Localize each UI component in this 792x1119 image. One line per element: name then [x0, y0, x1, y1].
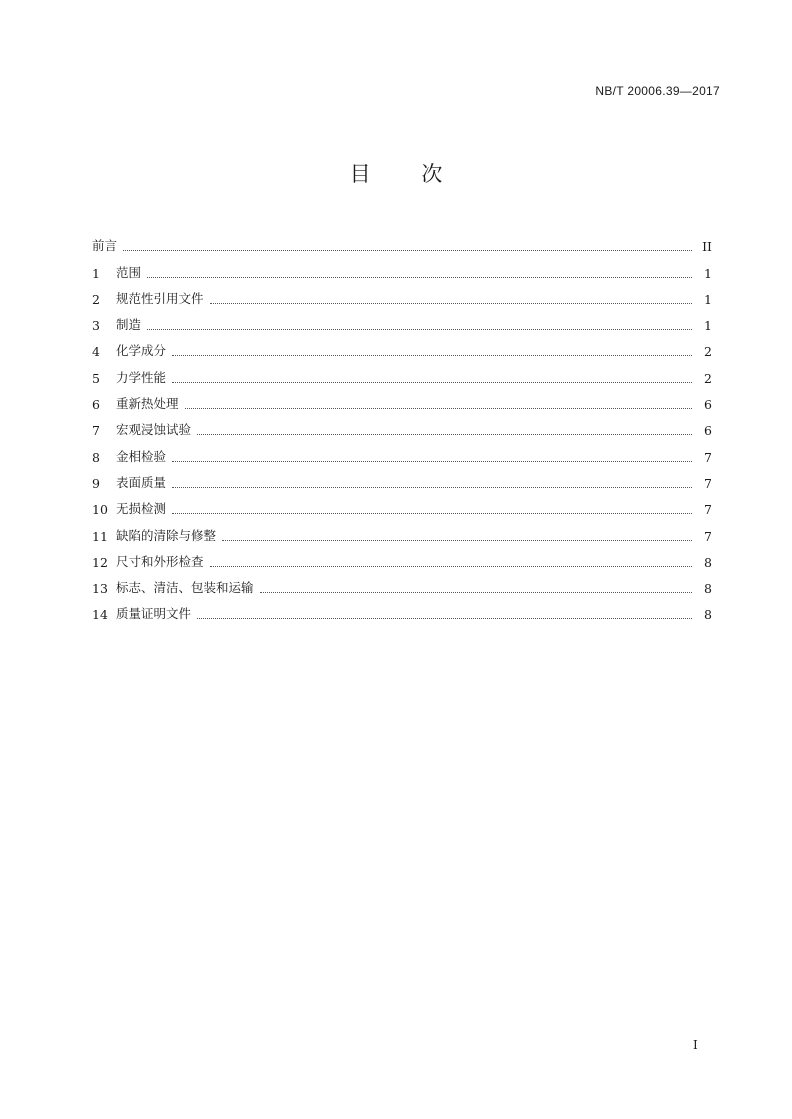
toc-entry-number: 1 — [92, 265, 100, 281]
toc-entry-label: 表面质量 — [116, 474, 167, 490]
toc-entry-label: 质量证明文件 — [116, 606, 192, 622]
toc-entry-number: 13 — [92, 581, 108, 597]
toc-entry-number: 2 — [92, 291, 100, 307]
toc-entry-2[interactable] — [92, 281, 712, 307]
toc-leader-dots — [172, 487, 692, 488]
toc-leader-dots — [222, 540, 692, 541]
toc-entry-6[interactable] — [92, 386, 712, 412]
toc-entry-page: 7 — [704, 502, 712, 518]
toc-title: 目 次 — [349, 162, 465, 186]
toc-entry-label: 无损检测 — [116, 501, 167, 517]
toc-entry-9[interactable] — [92, 465, 712, 491]
toc-entry-label: 标志、清洁、包装和运输 — [116, 580, 254, 596]
toc-entry-label: 范围 — [116, 264, 142, 280]
page-number: I — [693, 1038, 698, 1052]
toc-entry-1[interactable] — [92, 254, 712, 280]
toc-entry-number: 8 — [92, 449, 100, 465]
toc-entry-label: 规范性引用文件 — [116, 290, 204, 306]
toc-entry-14[interactable] — [92, 596, 712, 622]
toc-entry-page: 6 — [704, 423, 712, 439]
toc-entry-label: 化学成分 — [116, 343, 167, 359]
toc-entry-label: 尺寸和外形检查 — [116, 553, 204, 569]
toc-entry-number: 10 — [92, 502, 108, 518]
document-code: NB/T 20006.39—2017 — [595, 84, 720, 98]
toc-entry-number: 6 — [92, 397, 100, 413]
toc-entry-page: 2 — [704, 370, 712, 386]
toc-entry-label: 宏观浸蚀试验 — [116, 422, 192, 438]
toc-entry-7[interactable] — [92, 412, 712, 438]
toc-entry-preface[interactable] — [92, 228, 712, 254]
toc-leader-dots — [260, 592, 692, 593]
table-of-contents — [92, 228, 712, 622]
toc-entry-page: 1 — [704, 291, 712, 307]
toc-entry-page: 7 — [704, 449, 712, 465]
toc-entry-page: 8 — [704, 581, 712, 597]
toc-leader-dots — [185, 408, 692, 409]
toc-leader-dots — [172, 355, 692, 356]
toc-entry-label: 金相检验 — [116, 448, 167, 464]
toc-entry-number: 11 — [92, 528, 108, 544]
toc-entry-label: 制造 — [116, 317, 142, 333]
toc-leader-dots — [210, 303, 692, 304]
toc-entry-12[interactable] — [92, 544, 712, 570]
toc-leader-dots — [172, 461, 692, 462]
toc-leader-dots — [172, 513, 692, 514]
toc-entry-label: 力学性能 — [116, 369, 167, 385]
toc-entry-11[interactable] — [92, 517, 712, 543]
toc-entry-page: 2 — [704, 344, 712, 360]
toc-leader-dots — [123, 250, 692, 251]
toc-entry-number: 5 — [92, 370, 100, 386]
toc-entry-5[interactable] — [92, 359, 712, 385]
toc-leader-dots — [147, 329, 692, 330]
toc-entry-8[interactable] — [92, 438, 712, 464]
toc-entry-13[interactable] — [92, 570, 712, 596]
toc-entry-page: 6 — [704, 397, 712, 413]
toc-entry-label: 前言 — [92, 238, 118, 254]
toc-entry-number: 9 — [92, 475, 100, 491]
toc-entry-number: 12 — [92, 554, 108, 570]
toc-entry-3[interactable] — [92, 307, 712, 333]
toc-entry-page: 1 — [704, 265, 712, 281]
toc-leader-dots — [172, 382, 692, 383]
toc-entry-page: 8 — [704, 554, 712, 570]
toc-entry-page: 1 — [704, 318, 712, 334]
toc-entry-label: 缺陷的清除与修整 — [116, 527, 217, 543]
toc-entry-10[interactable] — [92, 491, 712, 517]
toc-leader-dots — [147, 277, 692, 278]
toc-entry-number: 7 — [92, 423, 100, 439]
toc-entry-number: 14 — [92, 607, 108, 623]
toc-leader-dots — [197, 618, 692, 619]
toc-entry-page: 8 — [704, 607, 712, 623]
toc-leader-dots — [210, 566, 692, 567]
toc-entry-page: II — [702, 239, 712, 255]
toc-entry-label: 重新热处理 — [116, 396, 179, 412]
toc-entry-page: 7 — [704, 528, 712, 544]
toc-entry-number: 3 — [92, 318, 100, 334]
toc-entry-number: 4 — [92, 344, 100, 360]
toc-entry-page: 7 — [704, 475, 712, 491]
toc-entry-4[interactable] — [92, 333, 712, 359]
toc-leader-dots — [197, 434, 692, 435]
